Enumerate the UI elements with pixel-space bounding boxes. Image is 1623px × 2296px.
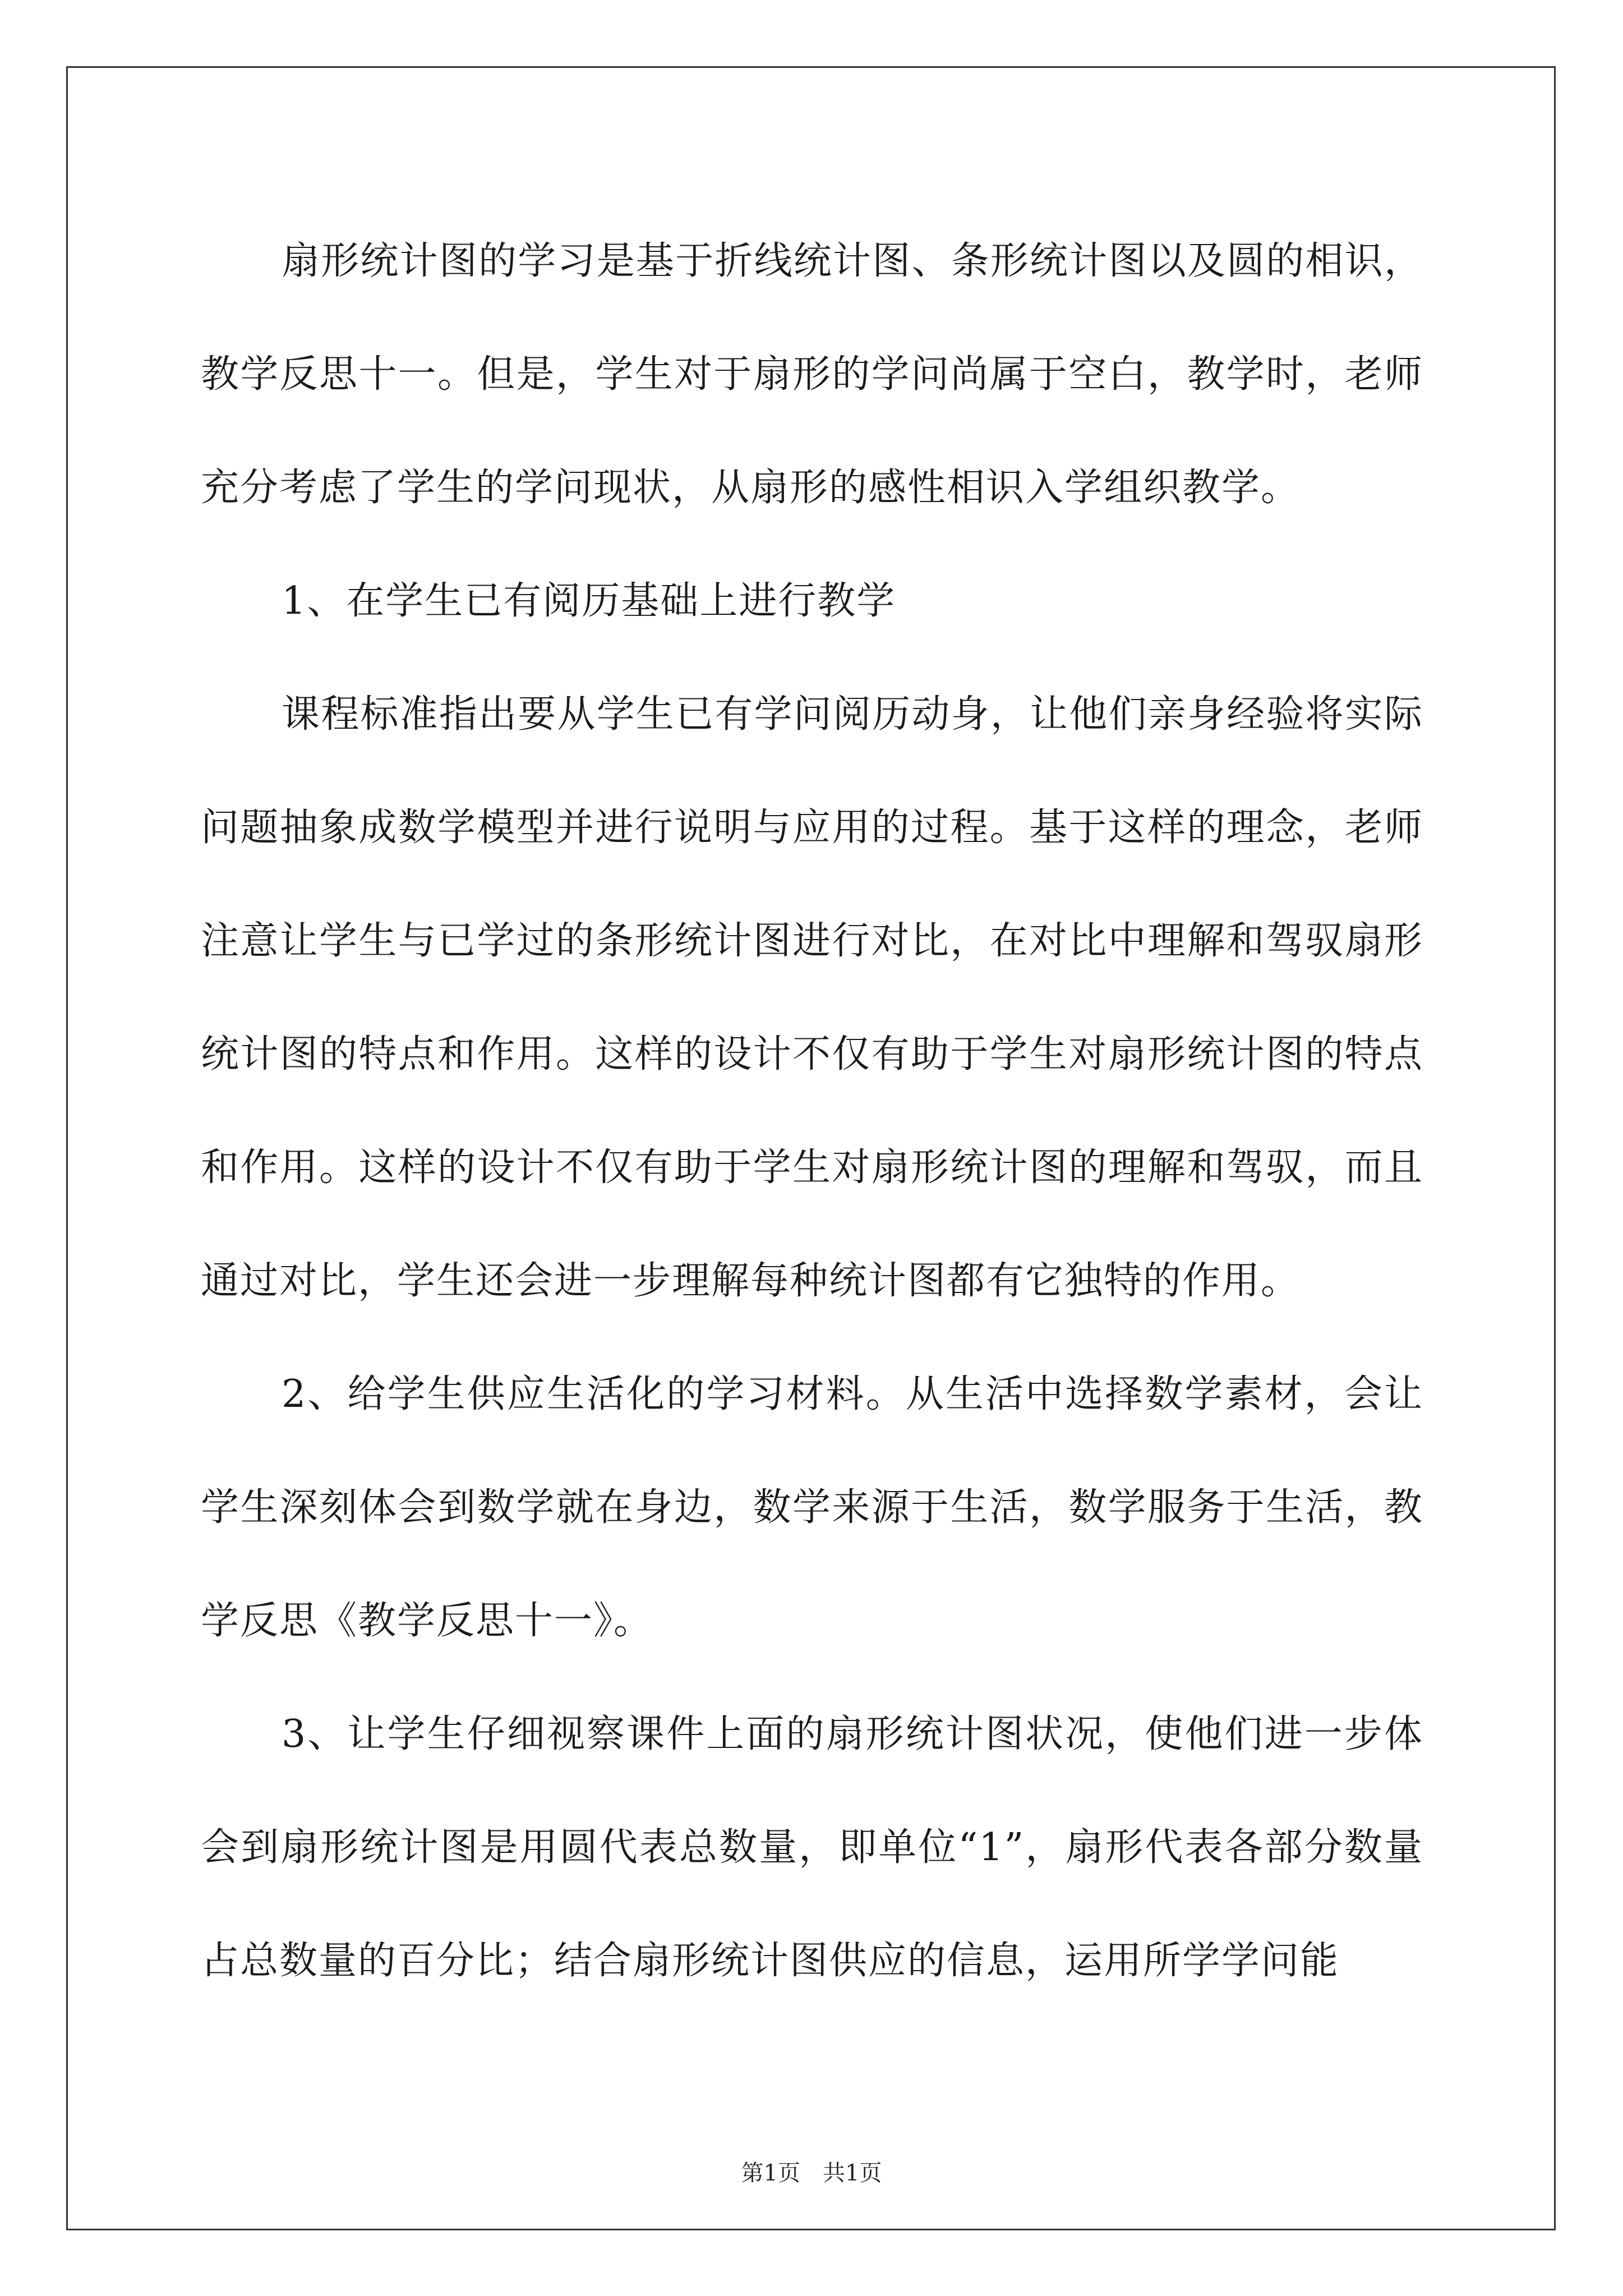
document-body <box>201 205 1423 2018</box>
paragraph-3: 课程标准指出要从学生已有学问阅历动身，让他们亲身经验将实际问题抽象成数学模型并进行说明与应用的过程。基于这样的理念，老师注意让学生与已学过的条形统计图进行对比，在对比中理解和驾驭扇形统计图的特点和作用。这样的设计不仅有助于学生对扇形统计图的特点和作用。这样的设计不仅有助于学生对扇形统计图的理解和驾驭，而且通过对比，学生还会进一步理解每种统计图都有它独特的作用。 <box>201 692 1423 1303</box>
paragraph-5: 3、让学生仔细视察课件上面的扇形统计图状况，使他们进一步体会到扇形统计图是用圆代表总数量，即单位“1”，扇形代表各部分数量占总数量的百分比；结合扇形统计图供应的信息，运用所学学问能 <box>201 1712 1423 1983</box>
paragraph-2-heading: 1、在学生已有阅历基础上进行教学 <box>282 579 896 623</box>
paragraph-4: 2、给学生供应生活化的学习材料。从生活中选择数学素材，会让学生深刻体会到数学就在身边，数学来源于生活，数学服务于生活，教学反思《教学反思十一》。 <box>201 1372 1423 1643</box>
page-footer: 第1页 共1页 <box>741 2160 882 2186</box>
paragraph-1: 扇形统计图的学习是基于折线统计图、条形统计图以及圆的相识，教学反思十一。但是，学生对于扇形的学问尚属于空白，教学时，老师充分考虑了学生的学问现状，从扇形的感性相识入学组织教学。 <box>201 239 1423 510</box>
